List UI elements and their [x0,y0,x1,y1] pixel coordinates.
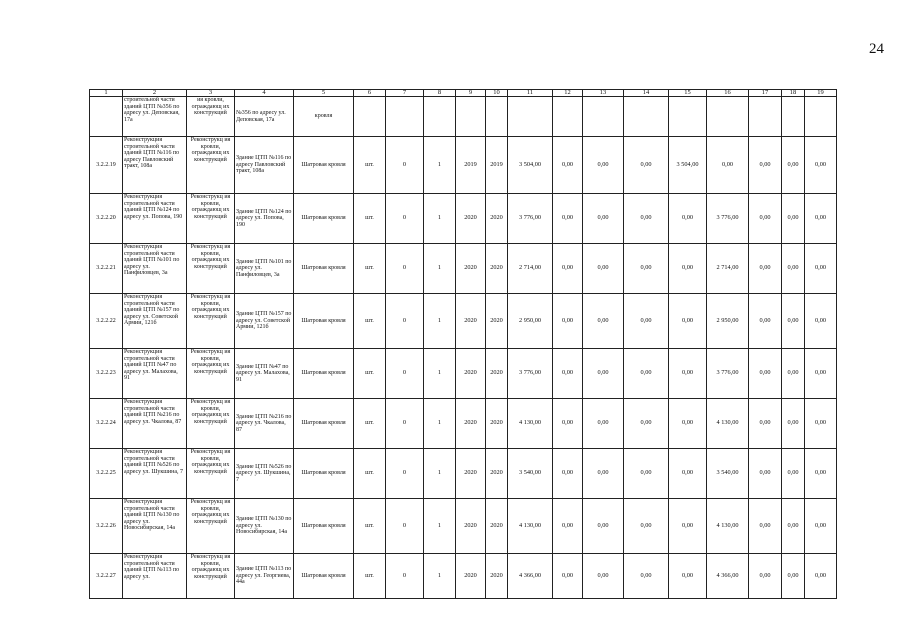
table-row [90,399,837,449]
cost-col-18: 0,00 [782,554,805,599]
unit [354,97,386,137]
qty-before: 0 [386,399,424,449]
cost-col-17: 0,00 [749,349,782,399]
total-cost: 3 504,00 [508,137,553,194]
column-number: 19 [805,90,837,97]
cost-col-19: 0,00 [805,349,837,399]
column-number: 13 [583,90,624,97]
end-year: 2020 [486,244,508,294]
object-address: №356 по адресу ул. Деповская, 17а [235,97,294,137]
work-type: Реконструкц ия кровли, ограждающ их конструкций [187,554,235,599]
row-code: 3.2.2.19 [90,137,123,194]
cost-col-17 [749,97,782,137]
cost-col-18: 0,00 [782,137,805,194]
cost-col-12: 0,00 [553,194,583,244]
roof-type: Шатровая кровля [294,244,354,294]
qty-after: 1 [424,399,456,449]
object-address: Здание ЦТП №157 по адресу ул. Советской Армии, 121б [235,294,294,349]
cost-col-13: 0,00 [583,244,624,294]
cost-2019: 0,00 [669,449,707,499]
cost-col-13: 0,00 [583,294,624,349]
total-cost: 2 714,00 [508,244,553,294]
column-number: 11 [508,90,553,97]
cost-col-19: 0,00 [805,399,837,449]
column-number: 2 [123,90,187,97]
cost-2020: 4 366,00 [707,554,749,599]
end-year: 2020 [486,294,508,349]
table-row [90,244,837,294]
cost-col-12 [553,97,583,137]
cost-2020: 0,00 [707,137,749,194]
cost-col-12: 0,00 [553,349,583,399]
total-cost: 4 130,00 [508,499,553,554]
column-number: 10 [486,90,508,97]
cost-col-17: 0,00 [749,399,782,449]
start-year: 2020 [456,449,486,499]
unit: шт. [354,244,386,294]
total-cost: 3 776,00 [508,349,553,399]
qty-before: 0 [386,244,424,294]
qty-after [424,97,456,137]
unit: шт. [354,449,386,499]
roof-type: Шатровая кровля [294,137,354,194]
cost-col-17: 0,00 [749,194,782,244]
work-description: Реконструкция строительной части зданий ЦТП №101 по адресу ул. Панфиловцев, 3а [123,244,187,294]
table-row [90,137,837,194]
total-cost: 3 776,00 [508,194,553,244]
cost-col-17: 0,00 [749,449,782,499]
work-description: Реконструкция строительной части зданий ЦТП №47 по адресу ул. Малахова, 91 [123,349,187,399]
end-year: 2020 [486,499,508,554]
qty-after: 1 [424,244,456,294]
unit: шт. [354,349,386,399]
cost-2019: 0,00 [669,499,707,554]
unit: шт. [354,554,386,599]
cost-col-17: 0,00 [749,294,782,349]
work-type: Реконструкц ия кровли, ограждающ их конструкций [187,244,235,294]
work-type: Реконструкц ия кровли, ограждающ их конструкций [187,194,235,244]
cost-2019: 0,00 [669,349,707,399]
work-type: Реконструкц ия кровли, ограждающ их конструкций [187,499,235,554]
qty-after: 1 [424,349,456,399]
column-number: 15 [669,90,707,97]
table-row [90,97,837,137]
qty-before: 0 [386,449,424,499]
row-code: 3.2.2.27 [90,554,123,599]
column-number: 5 [294,90,354,97]
row-code [90,97,123,137]
cost-col-14: 0,00 [624,294,669,349]
cost-col-19: 0,00 [805,137,837,194]
start-year: 2020 [456,349,486,399]
cost-2019: 0,00 [669,399,707,449]
work-description: Реконструкция строительной части зданий ЦТП №157 по адресу ул. Советской Армии, 121б [123,294,187,349]
cost-col-19: 0,00 [805,194,837,244]
unit: шт. [354,194,386,244]
table-row [90,499,837,554]
cost-col-13: 0,00 [583,194,624,244]
table-row [90,554,837,599]
cost-2019: 3 504,00 [669,137,707,194]
cost-col-19: 0,00 [805,294,837,349]
cost-2019 [669,97,707,137]
object-address: Здание ЦТП №130 по адресу ул. Новосибирская, 14а [235,499,294,554]
end-year: 2020 [486,449,508,499]
cost-2019: 0,00 [669,194,707,244]
qty-after: 1 [424,449,456,499]
column-number: 17 [749,90,782,97]
cost-col-19: 0,00 [805,244,837,294]
cost-col-13: 0,00 [583,349,624,399]
cost-col-13: 0,00 [583,137,624,194]
column-number: 18 [782,90,805,97]
end-year [486,97,508,137]
work-type: Реконструкц ия кровли, ограждающ их конструкций [187,399,235,449]
cost-2020: 4 130,00 [707,499,749,554]
qty-after: 1 [424,137,456,194]
cost-col-14: 0,00 [624,194,669,244]
cost-col-18 [782,97,805,137]
work-description: Реконструкция строительной части зданий ЦТП №116 по адресу Павловский тракт, 108а [123,137,187,194]
cost-col-14: 0,00 [624,349,669,399]
roof-type: Шатровая кровля [294,449,354,499]
cost-col-14 [624,97,669,137]
unit: шт. [354,399,386,449]
object-address: Здание ЦТП №116 по адресу Павловский тракт, 108а [235,137,294,194]
cost-col-17: 0,00 [749,137,782,194]
start-year [456,97,486,137]
cost-col-13: 0,00 [583,399,624,449]
qty-after: 1 [424,194,456,244]
column-number: 16 [707,90,749,97]
start-year: 2019 [456,137,486,194]
cost-2020: 4 130,00 [707,399,749,449]
table-row [90,294,837,349]
cost-col-17: 0,00 [749,499,782,554]
cost-col-18: 0,00 [782,349,805,399]
work-type: Реконструкц ия кровли, ограждающ их конструкций [187,137,235,194]
roof-type: Шатровая кровля [294,349,354,399]
cost-col-18: 0,00 [782,294,805,349]
start-year: 2020 [456,294,486,349]
roof-type: Шатровая кровля [294,194,354,244]
cost-2020: 2 950,00 [707,294,749,349]
work-description: Реконструкция строительной части зданий ЦТП №113 по адресу ул. [123,554,187,599]
work-description: Реконструкция строительной части зданий ЦТП №124 по адресу ул. Попова, 190 [123,194,187,244]
cost-col-12: 0,00 [553,554,583,599]
cost-col-18: 0,00 [782,399,805,449]
cost-col-12: 0,00 [553,449,583,499]
cost-col-19: 0,00 [805,554,837,599]
cost-col-18: 0,00 [782,499,805,554]
end-year: 2020 [486,554,508,599]
cost-col-19: 0,00 [805,449,837,499]
table-row [90,194,837,244]
unit: шт. [354,137,386,194]
column-number: 3 [187,90,235,97]
work-description: Реконструкция строительной части зданий ЦТП №216 по адресу ул. Чкалова, 87 [123,399,187,449]
cost-col-17: 0,00 [749,554,782,599]
object-address: Здание ЦТП №101 по адресу ул. Панфиловцев, 3а [235,244,294,294]
start-year: 2020 [456,499,486,554]
roof-type: кровля [294,97,354,137]
qty-before: 0 [386,499,424,554]
investment-program-table [89,89,837,599]
row-code: 3.2.2.21 [90,244,123,294]
unit: шт. [354,499,386,554]
cost-col-12: 0,00 [553,499,583,554]
row-code: 3.2.2.23 [90,349,123,399]
start-year: 2020 [456,244,486,294]
total-cost: 4 366,00 [508,554,553,599]
cost-2020: 3 776,00 [707,194,749,244]
cost-col-14: 0,00 [624,554,669,599]
qty-before: 0 [386,294,424,349]
column-number: 7 [386,90,424,97]
start-year: 2020 [456,194,486,244]
qty-before: 0 [386,349,424,399]
cost-col-14: 0,00 [624,399,669,449]
cost-col-18: 0,00 [782,449,805,499]
row-code: 3.2.2.25 [90,449,123,499]
qty-after: 1 [424,554,456,599]
cost-col-13 [583,97,624,137]
qty-before [386,97,424,137]
cost-col-12: 0,00 [553,244,583,294]
work-type: Реконструкц ия кровли, ограждающ их конструкций [187,294,235,349]
work-description: Реконструкция строительной части зданий ЦТП №130 по адресу ул. Новосибирская, 14а [123,499,187,554]
total-cost: 3 540,00 [508,449,553,499]
work-description: Реконструкция строительной части зданий ЦТП №526 по адресу ул. Шукшина, 7 [123,449,187,499]
cost-col-14: 0,00 [624,137,669,194]
total-cost [508,97,553,137]
total-cost: 4 130,00 [508,399,553,449]
qty-before: 0 [386,137,424,194]
roof-type: Шатровая кровля [294,499,354,554]
end-year: 2019 [486,137,508,194]
object-address: Здание ЦТП №124 по адресу ул. Попова, 190 [235,194,294,244]
cost-col-17: 0,00 [749,244,782,294]
column-number: 14 [624,90,669,97]
start-year: 2020 [456,399,486,449]
end-year: 2020 [486,194,508,244]
cost-2020 [707,97,749,137]
row-code: 3.2.2.24 [90,399,123,449]
work-type: ия кровли, ограждающ их конструкций [187,97,235,137]
column-number: 8 [424,90,456,97]
end-year: 2020 [486,399,508,449]
column-number: 6 [354,90,386,97]
row-code: 3.2.2.20 [90,194,123,244]
table-row [90,449,837,499]
end-year: 2020 [486,349,508,399]
object-address: Здание ЦТП №216 по адресу ул. Чкалова, 87 [235,399,294,449]
qty-after: 1 [424,499,456,554]
cost-2020: 2 714,00 [707,244,749,294]
row-code: 3.2.2.26 [90,499,123,554]
cost-2019: 0,00 [669,294,707,349]
cost-col-14: 0,00 [624,499,669,554]
table-body [90,90,837,599]
cost-col-14: 0,00 [624,244,669,294]
cost-col-13: 0,00 [583,449,624,499]
cost-col-19 [805,97,837,137]
qty-before: 0 [386,554,424,599]
column-number: 9 [456,90,486,97]
qty-after: 1 [424,294,456,349]
work-description: строительной части зданий ЦТП №356 по адресу ул. Деповская, 17а [123,97,187,137]
roof-type: Шатровая кровля [294,399,354,449]
object-address: Здание ЦТП №113 по адресу ул. Георгиева, 44а [235,554,294,599]
column-number: 4 [235,90,294,97]
column-number: 1 [90,90,123,97]
page-number: 24 [869,41,884,57]
cost-col-19: 0,00 [805,499,837,554]
cost-col-12: 0,00 [553,294,583,349]
cost-2019: 0,00 [669,244,707,294]
object-address: Здание ЦТП №47 по адресу ул. Малахова, 91 [235,349,294,399]
roof-type: Шатровая кровля [294,554,354,599]
row-code: 3.2.2.22 [90,294,123,349]
start-year: 2020 [456,554,486,599]
cost-col-12: 0,00 [553,137,583,194]
work-type: Реконструкц ия кровли, ограждающ их конструкций [187,449,235,499]
object-address: Здание ЦТП №526 по адресу ул. Шукшина, 7 [235,449,294,499]
roof-type: Шатровая кровля [294,294,354,349]
cost-col-13: 0,00 [583,499,624,554]
cost-col-18: 0,00 [782,194,805,244]
cost-col-13: 0,00 [583,554,624,599]
table-row [90,349,837,399]
work-type: Реконструкц ия кровли, ограждающ их конструкций [187,349,235,399]
cost-2019: 0,00 [669,554,707,599]
cost-col-18: 0,00 [782,244,805,294]
cost-2020: 3 540,00 [707,449,749,499]
unit: шт. [354,294,386,349]
column-number-row [90,90,837,97]
cost-2020: 3 776,00 [707,349,749,399]
column-number: 12 [553,90,583,97]
cost-col-12: 0,00 [553,399,583,449]
total-cost: 2 950,00 [508,294,553,349]
qty-before: 0 [386,194,424,244]
cost-col-14: 0,00 [624,449,669,499]
